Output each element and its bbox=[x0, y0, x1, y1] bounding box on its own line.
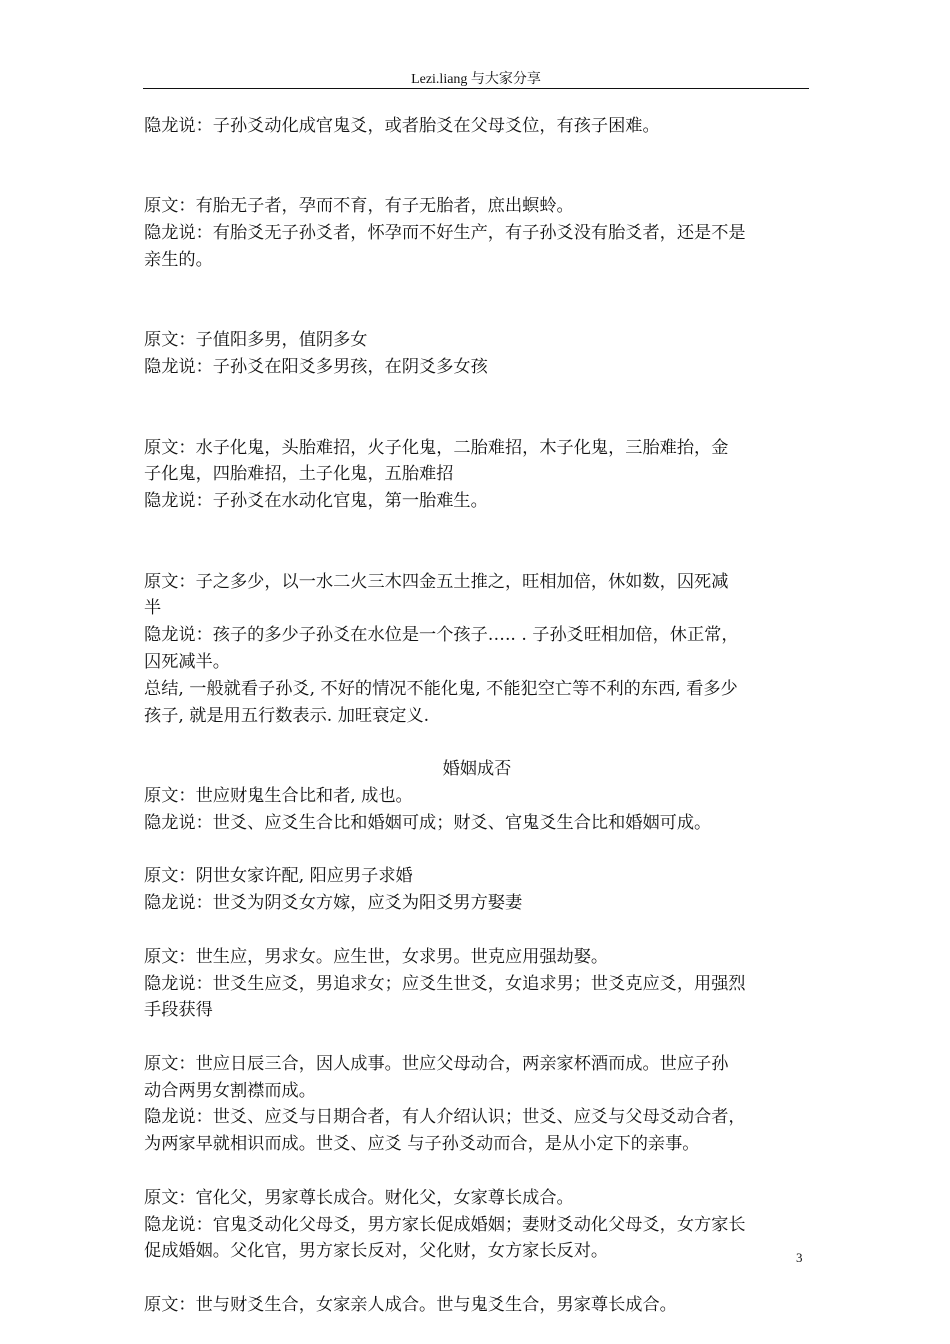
text-line: 原文：世生应，男求女。应生世，女求男。世克应用强劫娶。 bbox=[144, 946, 609, 967]
text-line: 隐龙说：孩子的多少子孙爻在水位是一个孩子….. . 子孙爻旺相加倍，休正常， bbox=[144, 625, 739, 646]
text-line: 亲生的。 bbox=[144, 249, 213, 270]
text-line: 子化鬼，四胎难招，土子化鬼，五胎难招 bbox=[144, 464, 454, 485]
text-line: 动合两男女割襟而成。 bbox=[144, 1080, 316, 1101]
text-line: 隐龙说：世爻、应爻与日期合者，有人介绍认识；世爻、应爻与父母爻动合者， bbox=[144, 1107, 746, 1128]
text-line: 隐龙说：子孙爻在阳爻多男孩，在阴爻多女孩 bbox=[144, 357, 488, 378]
section-heading: 婚姻成否 bbox=[442, 759, 512, 780]
text-line: 总结, 一般就看子孙爻, 不好的情况不能化鬼, 不能犯空亡等不利的东西, 看多少 bbox=[144, 678, 738, 699]
text-line: 原文：阴世女家许配, 阳应男子求婚 bbox=[144, 866, 413, 887]
text-line: 原文：世与财爻生合，女家亲人成合。世与鬼爻生合，男家尊长成合。 bbox=[144, 1295, 677, 1316]
text-line: 促成婚姻。父化官，男方家长反对，父化财，女方家长反对。 bbox=[144, 1241, 609, 1262]
text-line: 隐龙说：子孙爻动化成官鬼爻，或者胎爻在父母爻位，有孩子困难。 bbox=[144, 116, 660, 136]
page-header: Lezi.liang 与大家分享 bbox=[411, 72, 541, 87]
text-line: 原文：水子化鬼，头胎难招，火子化鬼，二胎难招，木子化鬼，三胎难抬，金 bbox=[144, 437, 729, 458]
text-line: 原文：官化父，男家尊长成合。财化父，女家尊长成合。 bbox=[144, 1187, 574, 1208]
text-line: 原文：世应财鬼生合比和者, 成也。 bbox=[144, 785, 413, 806]
text-line: 为两家早就相识而成。世爻、应爻 与子孙爻动而合，是从小定下的亲事。 bbox=[144, 1134, 700, 1155]
text-line: 隐龙说：有胎爻无子孙爻者，怀孕而不好生产，有子孙爻没有胎爻者，还是不是 bbox=[144, 223, 746, 244]
text-line: 隐龙说：世爻生应爻，男追求女；应爻生世爻，女追求男；世爻克应爻，用强烈 bbox=[144, 973, 746, 994]
text-line: 原文：世应日辰三合，因人成事。世应父母动合，两亲家杯酒而成。世应子孙 bbox=[144, 1053, 729, 1074]
text-line: 原文：有胎无子者，孕而不育，有子无胎者，庶出螟蛉。 bbox=[144, 196, 574, 217]
text-line: 原文：子值阳多男，值阴多女 bbox=[144, 330, 368, 351]
text-line: 隐龙说：官鬼爻动化父母爻，男方家长促成婚姻；妻财爻动化父母爻，女方家长 bbox=[144, 1214, 746, 1235]
page-number: 3 bbox=[796, 1250, 803, 1265]
text-line: 原文：子之多少，以一水二火三木四金五土推之，旺相加倍，休如数，囚死减 bbox=[144, 571, 729, 592]
text-line: 手段获得 bbox=[144, 1000, 213, 1021]
text-line: 隐龙说：世爻为阴爻女方嫁，应爻为阳爻男方娶妻 bbox=[144, 893, 523, 914]
text-line: 囚死减半。 bbox=[144, 651, 230, 672]
text-line: 半 bbox=[144, 598, 162, 619]
text-line: 隐龙说：子孙爻在水动化官鬼，第一胎难生。 bbox=[144, 491, 488, 512]
text-line: 隐龙说：世爻、应爻生合比和婚姻可成；财爻、官鬼爻生合比和婚姻可成。 bbox=[144, 812, 712, 833]
document-body bbox=[144, 113, 810, 1319]
header-rule bbox=[143, 88, 809, 89]
text-line: 孩子, 就是用五行数表示. 加旺衰定义. bbox=[144, 705, 430, 726]
